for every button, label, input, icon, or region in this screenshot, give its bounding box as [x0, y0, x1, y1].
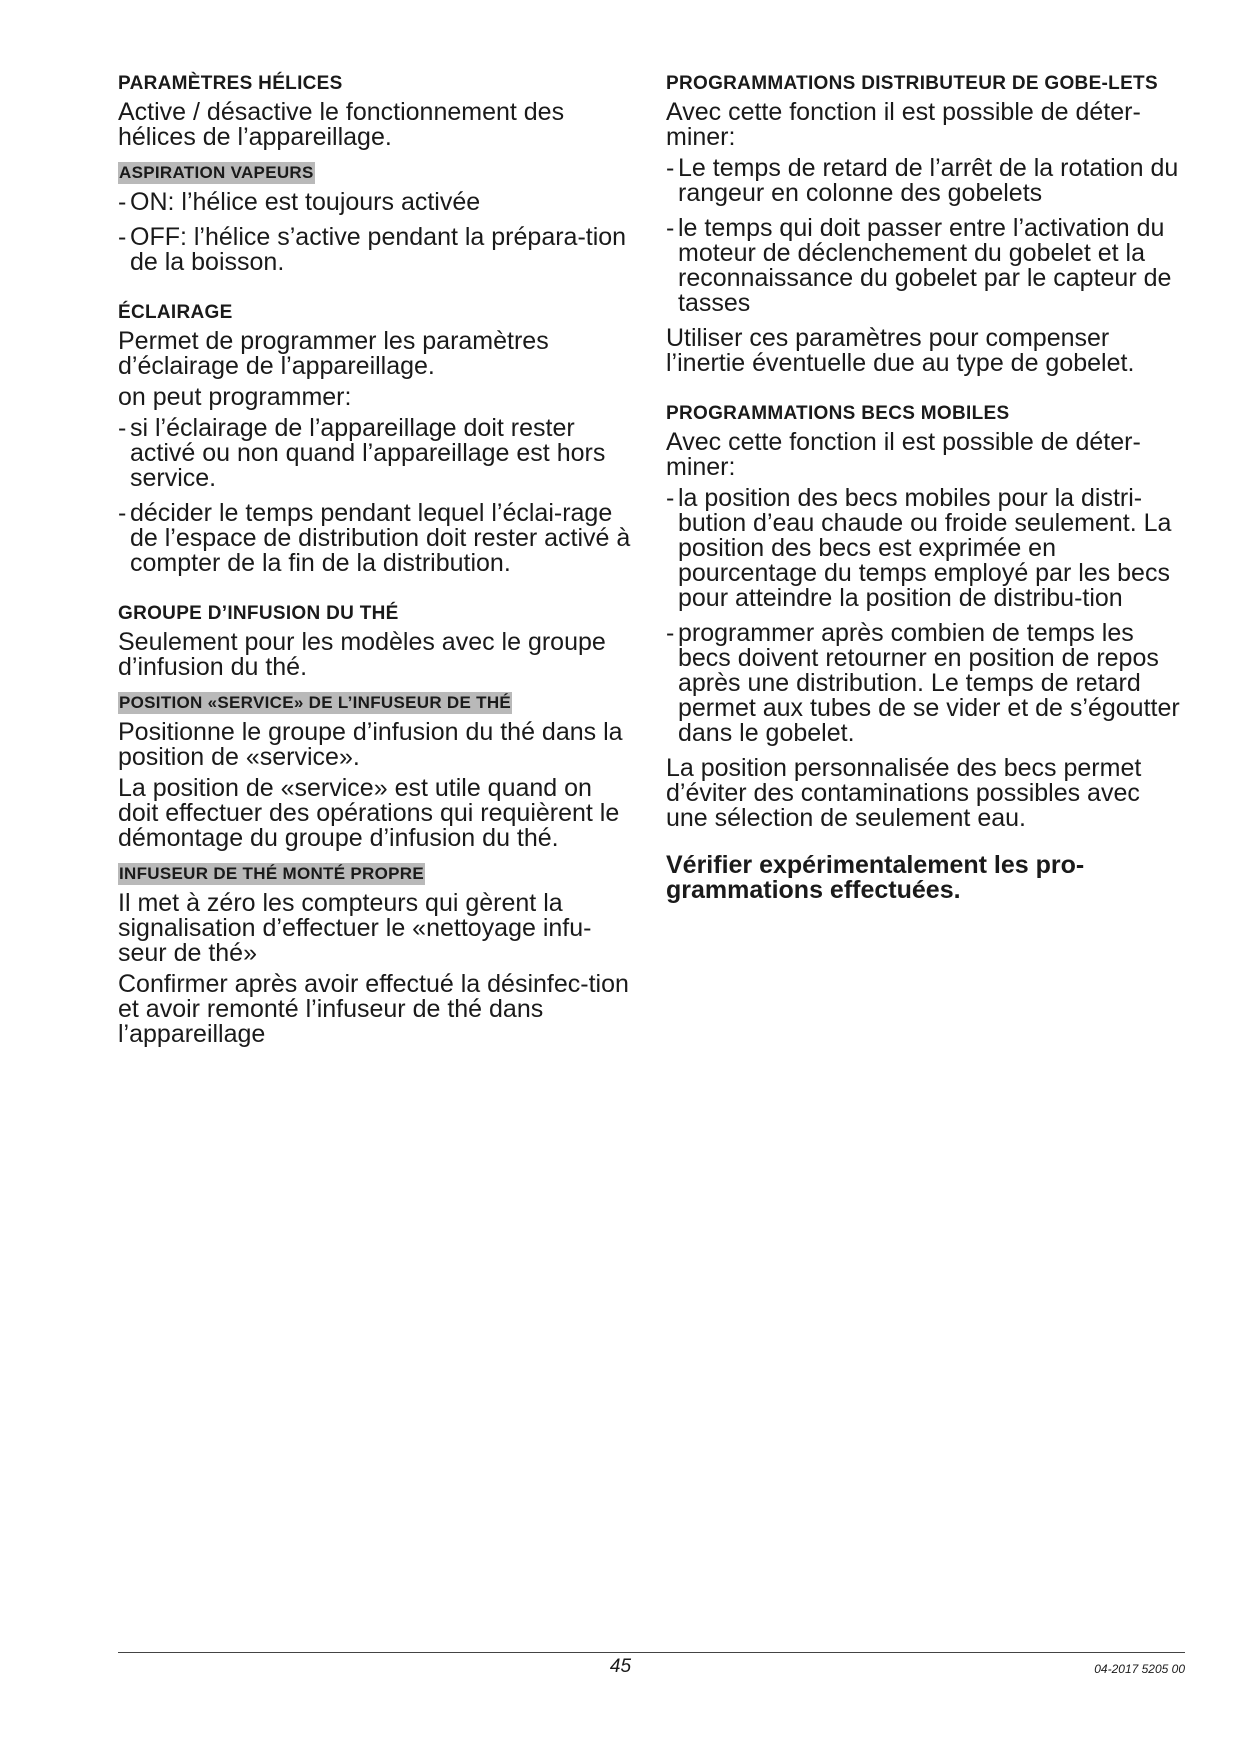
bullet-dash: - — [666, 619, 675, 647]
paragraph-becs-1: Avec cette fonction il est possible de déter-miner: — [666, 428, 1141, 481]
list-item-text: programmer après combien de temps les becs doivent retourner en position de repos après une distribution. Le temps de retard permet aux tubes de se vider et de s’égoutter dans le gobelet. — [678, 619, 1180, 747]
bullet-dash: - — [666, 484, 675, 512]
list-item-text: décider le temps pendant lequel l’éclai-rage de l’espace de distribution doit rester activé à compter de la fin de la distribution. — [130, 499, 631, 577]
list-item-eclairage-2 — [118, 501, 638, 576]
page-number: 45 — [609, 1656, 632, 1677]
right-column — [666, 72, 1186, 903]
document-code: 04-2017 5205 00 — [1094, 1662, 1185, 1676]
list-item-off — [118, 225, 638, 275]
heading-groupe-infusion: GROUPE D’INFUSION DU THÉ — [118, 603, 399, 624]
bullet-dash: - — [118, 414, 127, 442]
left-column — [118, 72, 638, 1053]
paragraph-helices: Active / désactive le fonctionnement des hélices de l’appareillage. — [118, 98, 565, 151]
subheading-infuseur-propre: INFUSEUR DE THÉ MONTÉ PROPRE — [119, 864, 424, 883]
list-item-text: le temps qui doit passer entre l’activation du moteur de déclenchement du gobelet et la reconnaissance du gobelet par le capteur de tasses — [678, 214, 1172, 317]
footer-divider — [118, 1652, 1185, 1653]
paragraph-verifier: Vérifier expérimentalement les pro-grammations effectuées. — [666, 851, 1085, 904]
paragraph-position-2: La position de «service» est utile quand on doit effectuer des opérations qui requièrent le démontage du groupe d’infusion du thé. — [118, 774, 620, 852]
paragraph-eclairage-2: on peut programmer: — [118, 383, 352, 411]
list-item-on — [118, 190, 638, 215]
bullet-dash: - — [118, 223, 127, 251]
list-item-text: OFF: l’hélice s’active pendant la prépara-tion de la boisson. — [130, 223, 627, 276]
bullet-dash: - — [118, 499, 127, 527]
heading-eclairage: ÉCLAIRAGE — [118, 302, 233, 323]
list-item-text: la position des becs mobiles pour la distri-bution d’eau chaude ou froide seulement. La position des becs est exprimée en pourcentage du temps employé par les becs pour atteindre la position de distribu-tion — [678, 484, 1172, 612]
list-item-text: si l’éclairage de l’appareillage doit rester activé ou non quand l’appareillage est hors service. — [130, 414, 606, 492]
paragraph-infuseur-2: Confirmer après avoir effectué la désinfec-tion et avoir remonté l’infuseur de thé dans l’appareillage — [118, 970, 629, 1048]
list-item-gobelets-2 — [666, 216, 1186, 316]
paragraph-position-1: Positionne le groupe d’infusion du thé dans la position de «service». — [118, 718, 623, 771]
paragraph-becs-2: La position personnalisée des becs permet d’éviter des contaminations possibles avec une sélection de seulement eau. — [666, 754, 1142, 832]
bullet-dash: - — [118, 188, 127, 216]
bullet-dash: - — [666, 214, 675, 242]
paragraph-groupe: Seulement pour les modèles avec le groupe d’infusion du thé. — [118, 628, 606, 681]
bullet-dash: - — [666, 154, 675, 182]
heading-becs-mobiles: PROGRAMMATIONS BECS MOBILES — [666, 403, 1010, 424]
list-item-gobelets-1 — [666, 156, 1186, 206]
paragraph-infuseur-1: Il met à zéro les compteurs qui gèrent la signalisation d’effectuer le «nettoyage infu-seur de thé» — [118, 889, 592, 967]
paragraph-gobelets-1: Avec cette fonction il est possible de déter-miner: — [666, 98, 1141, 151]
heading-parametres-helices: PARAMÈTRES HÉLICES — [118, 73, 343, 94]
paragraph-gobelets-2: Utiliser ces paramètres pour compenser l’inertie éventuelle due au type de gobelet. — [666, 324, 1135, 377]
paragraph-eclairage-1: Permet de programmer les paramètres d’éclairage de l’appareillage. — [118, 327, 549, 380]
list-item-text: ON: l’hélice est toujours activée — [130, 188, 481, 216]
subheading-position-service: POSITION «SERVICE» DE L’INFUSEUR DE THÉ — [119, 693, 512, 712]
list-item-becs-2 — [666, 621, 1186, 746]
list-item-eclairage-1 — [118, 416, 638, 491]
subheading-aspiration-vapeurs: ASPIRATION VAPEURS — [119, 163, 314, 182]
list-item-becs-1 — [666, 486, 1186, 611]
heading-distributeur-gobelets: PROGRAMMATIONS DISTRIBUTEUR DE GOBE-LETS — [666, 73, 1158, 94]
list-item-text: Le temps de retard de l’arrêt de la rotation du rangeur en colonne des gobelets — [678, 154, 1179, 207]
